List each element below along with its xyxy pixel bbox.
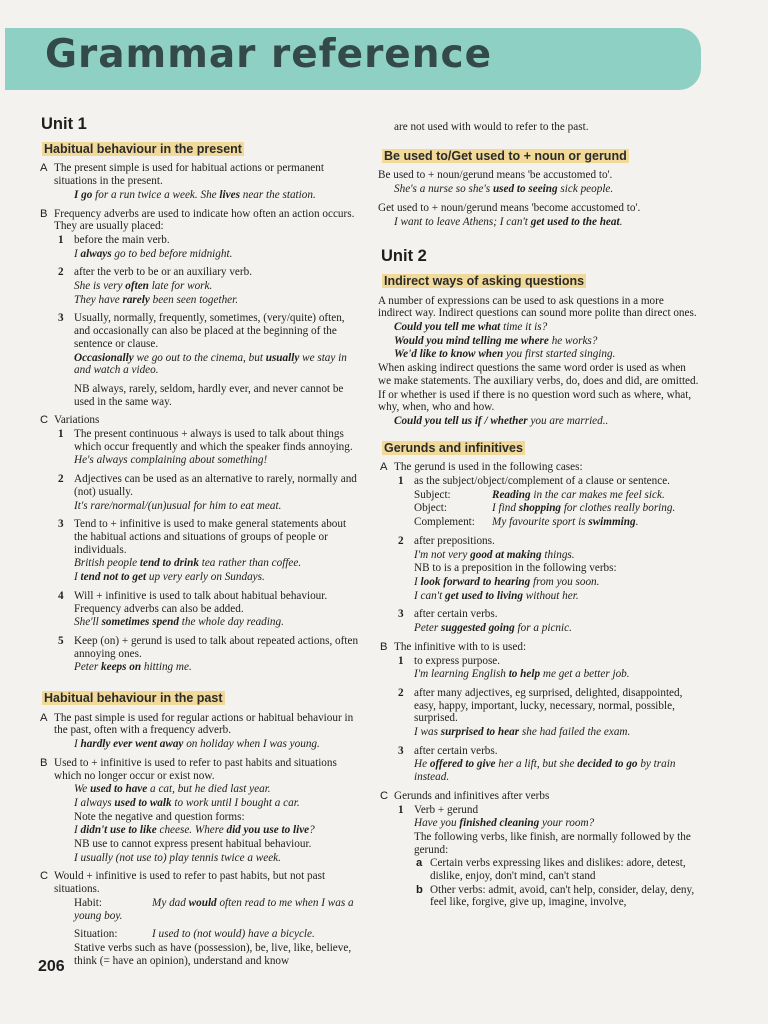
gerunds-a-1: 1 as the subject/object/complement of a clause or sentence. (398, 475, 670, 488)
indirect-p2: When asking indirect questions the same word order is used as when we make statements. The auxiliary verbs, do, does and did, are omitted. (378, 362, 699, 387)
right-column (378, 121, 700, 910)
past-a-example: I hardly ever went away on holiday when I was young. (74, 738, 320, 751)
present-b-1-example: I always go to bed before midnight. (74, 247, 233, 260)
page-number: 206 (38, 958, 65, 975)
gerunds-a-2-example: I'm not very good at making things. (414, 548, 575, 561)
gerunds-a-3-example: Peter suggested going for a picnic. (414, 622, 572, 635)
section-heading-gerunds: Gerunds and infinitives (384, 440, 523, 455)
present-c-5-example: Peter keeps on hitting me. (74, 661, 192, 674)
gerunds-a-1-subject: Subject: Reading in the car makes me feel sick. (414, 488, 665, 501)
left-column (38, 115, 360, 968)
indirect-example-1: Could you tell me what time it is? (394, 321, 548, 334)
past-c-habit: Habit: My dad would often read to me when I was a young boy. (74, 896, 354, 922)
indirect-example-4: Could you tell us if / whether you are married.. (394, 414, 609, 427)
gerunds-b-3: 3 after certain verbs. (398, 744, 498, 757)
past-c-stative: Stative verbs such as have (possession), be, live, like, believe, think (= have an opinion), understand and know (74, 941, 352, 967)
gerunds-b-2-example: I was surprised to hear she had failed the exam. (414, 726, 631, 739)
section-heading-indirect: Indirect ways of asking questions (384, 273, 585, 288)
present-b-2-example-1: She is very often late for work. (74, 280, 213, 293)
present-c-4: 4 Will + infinitive is used to talk about habitual behaviour. Frequency adverbs can also be added. (58, 589, 328, 615)
past-b: B Used to + infinitive is used to refer to past habits and situations which no longer occur or exist now. (40, 756, 337, 782)
present-c-3: 3 Tend to + infinitive is used to make general statements about the habitual actions and situations of groups of people or individuals. (58, 518, 347, 556)
gerunds-c-1-example: Have you finished cleaning your room? (414, 817, 595, 830)
present-c: C Variations (40, 414, 100, 427)
gerunds-b-1: 1 to express purpose. (398, 654, 501, 667)
gerunds-a-1-complement: Complement: My favourite sport is swimming. (414, 516, 639, 529)
past-b-nb: NB use to cannot express present habitual behaviour. (74, 838, 312, 851)
gerunds-b: B The infinitive with to is used: (380, 640, 527, 653)
present-b-2-example-2: They have rarely been seen together. (74, 293, 239, 306)
indirect-example-3: We'd like to know when you first started singing. (394, 348, 616, 361)
gerunds-b-1-example: I'm learning English to help me get a better job. (414, 668, 630, 681)
present-c-1-example: He's always complaining about something! (74, 454, 268, 467)
gerunds-a-3: 3 after certain verbs. (398, 608, 498, 621)
gerunds-c-1-p: The following verbs, like finish, are normally followed by the gerund: (414, 830, 691, 856)
unit-2-heading: Unit 2 (381, 247, 427, 266)
present-b-1: 1 before the main verb. (58, 233, 170, 246)
past-b-example-1: We used to have a cat, but he died last year. (74, 783, 271, 796)
title-banner (5, 28, 701, 90)
past-c: C Would + infinitive is used to refer to past habits, but not past situations. (40, 870, 326, 896)
present-a: A The present simple is used for habitual actions or permanent situations in the present. (40, 162, 324, 188)
gerunds-c-1-a: a Certain verbs expressing likes and dislikes: adore, detest, dislike, enjoy, don't mind, can't stand (416, 857, 686, 883)
present-b-3: 3 Usually, normally, frequently, sometimes, (very/quite) often, and occasionally can also be placed at the beginning of the sentence or clause. (58, 312, 345, 350)
past-b-note: Note the negative and question forms: (74, 810, 245, 823)
present-c-3-example-1: British people tend to drink tea rather than coffee. (74, 557, 302, 570)
gerunds-a-1-object: Object: I find shopping for clothes really boring. (414, 502, 676, 515)
present-c-5: 5 Keep (on) + gerund is used to talk about repeated actions, often annoying ones. (58, 634, 359, 660)
unit-1-heading: Unit 1 (41, 115, 87, 133)
gerunds-a-2-example-3: I can't get used to living without her. (414, 589, 579, 602)
section-heading-past: Habitual behaviour in the past (44, 691, 223, 706)
indirect-p1: A number of expressions can be used to ask questions in a more indirect way. Indirect questions can sound more polite than direct ones. (378, 294, 697, 320)
present-b: B Frequency adverbs are used to indicate how often an action occurs. They are usually placed: (40, 207, 355, 233)
gerunds-a-2: 2 after prepositions. (398, 534, 495, 547)
present-b-3-nb: NB always, rarely, seldom, hardly ever, and never cannot be used in the same way. (74, 382, 344, 408)
gerunds-c-1: 1 Verb + gerund (398, 803, 479, 816)
gerunds-a: A The gerund is used in the following cases: (380, 461, 583, 474)
present-b-3-example: Occasionally we go out to the cinema, but usually we stay in and watch a video. (74, 351, 347, 377)
be-used-line: Be used to + noun/gerund means 'be accustomed to'. (378, 169, 613, 182)
present-a-example: I go for a run twice a week. She lives near the station. (74, 188, 316, 201)
past-b-example-4: I usually (not use to) play tennis twice a week. (74, 851, 281, 864)
present-b-2: 2 after the verb to be or an auxiliary verb. (58, 266, 252, 279)
section-heading-present: Habitual behaviour in the present (44, 141, 242, 156)
gerunds-c-1-b: b Other verbs: admit, avoid, can't help, consider, delay, deny, feel like, forgive, give up, imagine, involve, (416, 883, 695, 909)
present-c-4-example: She'll sometimes spend the whole day reading. (74, 616, 284, 629)
get-used-example: I want to leave Athens; I can't get used to the heat. (394, 215, 623, 228)
be-used-example: She's a nurse so she's used to seeing sick people. (394, 183, 614, 196)
gerunds-a-2-nb: NB to is a preposition in the following verbs: (414, 562, 617, 575)
get-used-line: Get used to + noun/gerund means 'become accustomed to'. (378, 201, 641, 214)
past-b-example-2: I always used to walk to work until I bought a car. (74, 796, 300, 809)
past-b-example-3: I didn't use to like cheese. Where did you use to live? (74, 824, 315, 837)
indirect-p3: If or whether is used if there is no question word such as where, what, why, when, who and how. (378, 388, 692, 414)
gerunds-b-3-example: He offered to give her a lift, but she decided to go by train instead. (414, 758, 676, 784)
gerunds-c: C Gerunds and infinitives after verbs (380, 789, 550, 802)
present-c-1: 1 The present continuous + always is used to talk about things which occur frequently and which the speaker finds annoying. (58, 428, 353, 453)
past-c-situation: Situation: I used to (not would) have a bicycle. (74, 928, 315, 941)
gerunds-b-2: 2 after many adjectives, eg surprised, delighted, disappointed, easy, happy, important, lucky, necessary, normal, possible, surprised. (398, 686, 683, 725)
gerunds-a-2-example-2: I look forward to hearing from you soon. (414, 575, 600, 588)
continued-text: are not used with would to refer to the past. (394, 121, 589, 133)
present-c-2: 2 Adjectives can be used as an alternative to rarely, normally and (not) usually. (58, 473, 357, 498)
present-c-3-example-2: I tend not to get up very early on Sundays. (74, 571, 265, 584)
section-heading-be-used-to: Be used to/Get used to + noun or gerund (384, 148, 627, 163)
past-a: A The past simple is used for regular actions or habitual behaviour in the past, often with a frequency adverb. (40, 711, 354, 737)
page-title: Grammar reference (45, 32, 493, 77)
indirect-example-2: Would you mind telling me where he works? (394, 334, 598, 347)
present-c-2-example: It's rare/normal/(un)usual for him to eat meat. (74, 499, 282, 512)
